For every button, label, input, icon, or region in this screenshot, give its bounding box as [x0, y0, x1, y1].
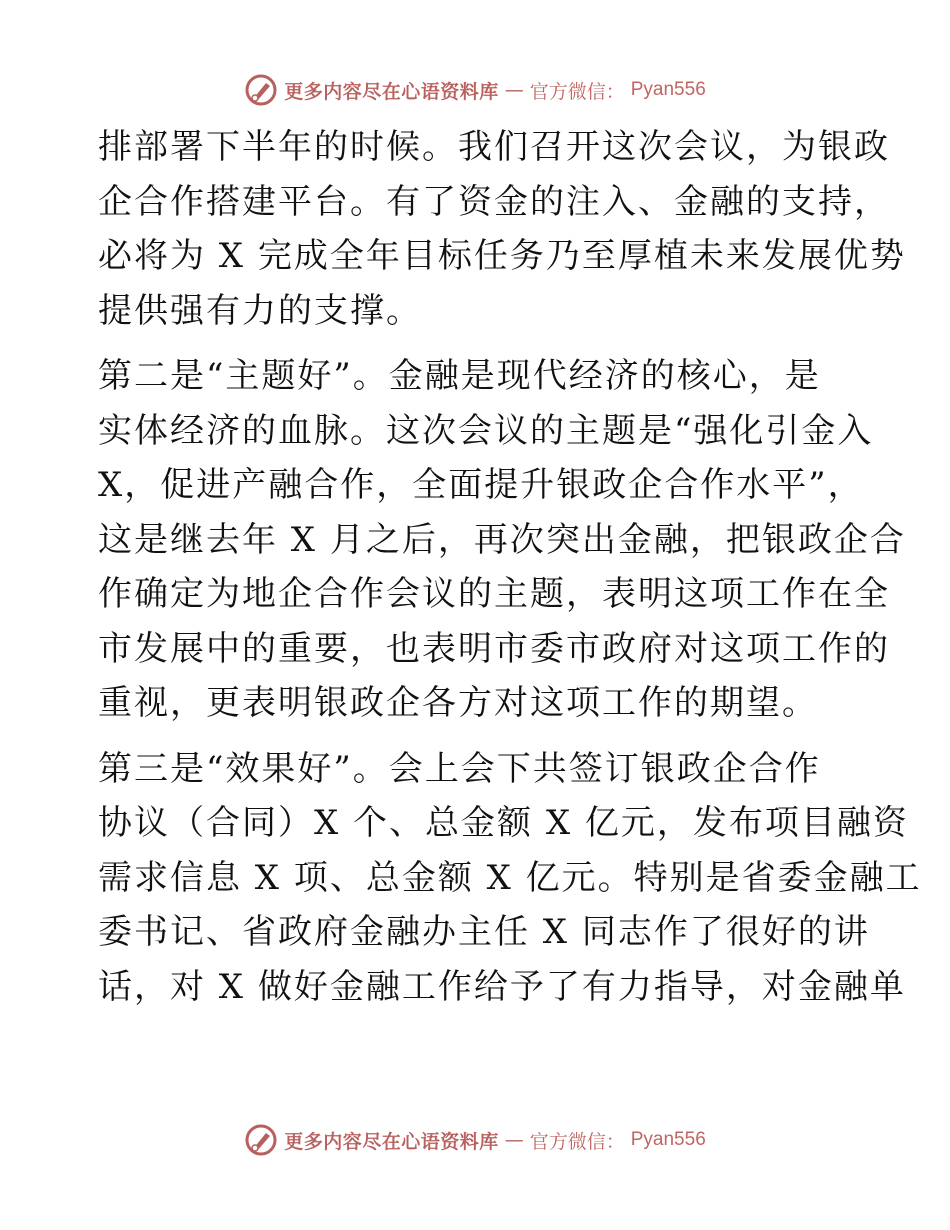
banner-wechat-label: 官方微信：: [529, 1130, 625, 1153]
text-line: 必将为 X 完成全年目标任务乃至厚植未来发展优势: [98, 236, 906, 276]
text-line: 这是继去年 X 月之后，再次突出金融，把银政企合: [98, 519, 906, 560]
pen-logo-icon: [244, 1123, 278, 1157]
paragraph-gap: [98, 338, 858, 349]
banner-wechat-id: Pyan556: [630, 79, 706, 100]
text-line: 作确定为地企合作会议的主题，表明这项工作在全: [98, 574, 890, 614]
banner-wechat-id: Pyan556: [630, 1129, 706, 1150]
text-line: 协议（合同）X 个、总金额 X 亿元，发布项目融资: [98, 803, 909, 843]
text-line: 第三是“效果好”。会上会下共签订银政企合作: [98, 748, 821, 789]
text-line: 市发展中的重要，也表明市委市政府对这项工作的: [98, 628, 890, 669]
paragraph-1: [98, 120, 906, 338]
text-line: 第二是“主题好”。金融是现代经济的核心，是: [98, 356, 821, 396]
text-line: 重视，更表明银政企各方对这项工作的期望。: [98, 683, 818, 723]
header-banner: [0, 70, 950, 110]
text-line: 提供强有力的支撑。: [98, 290, 422, 331]
text-line: 需求信息 X 项、总金额 X 亿元。特别是省委金融工: [98, 857, 922, 898]
banner-title: 更多内容尽在心语资料库: [284, 1130, 499, 1153]
text-line: 实体经济的血脉。这次会议的主题是“强化引金入: [98, 410, 874, 451]
document-body: [98, 120, 922, 1014]
paragraph-gap: [98, 731, 858, 742]
text-line: X，促进产融合作，全面提升银政企合作水平”，: [98, 465, 864, 505]
banner-wechat-label: 官方微信：: [529, 80, 625, 103]
paragraph-3: [98, 742, 922, 1015]
text-line: 委书记、省政府金融办主任 X 同志作了很好的讲: [98, 912, 870, 952]
banner-separator: —: [504, 79, 524, 101]
banner-separator: —: [504, 1129, 524, 1151]
text-line: 企合作搭建平台。有了资金的注入、金融的支持，: [98, 181, 890, 222]
banner-title: 更多内容尽在心语资料库: [284, 80, 499, 103]
paragraph-2: [98, 349, 906, 731]
pen-logo-icon: [244, 73, 278, 107]
text-line: 排部署下半年的时候。我们召开这次会议，为银政: [98, 127, 890, 167]
footer-banner: [0, 1120, 950, 1160]
text-line: 话，对 X 做好金融工作给予了有力指导，对金融单: [98, 966, 906, 1007]
